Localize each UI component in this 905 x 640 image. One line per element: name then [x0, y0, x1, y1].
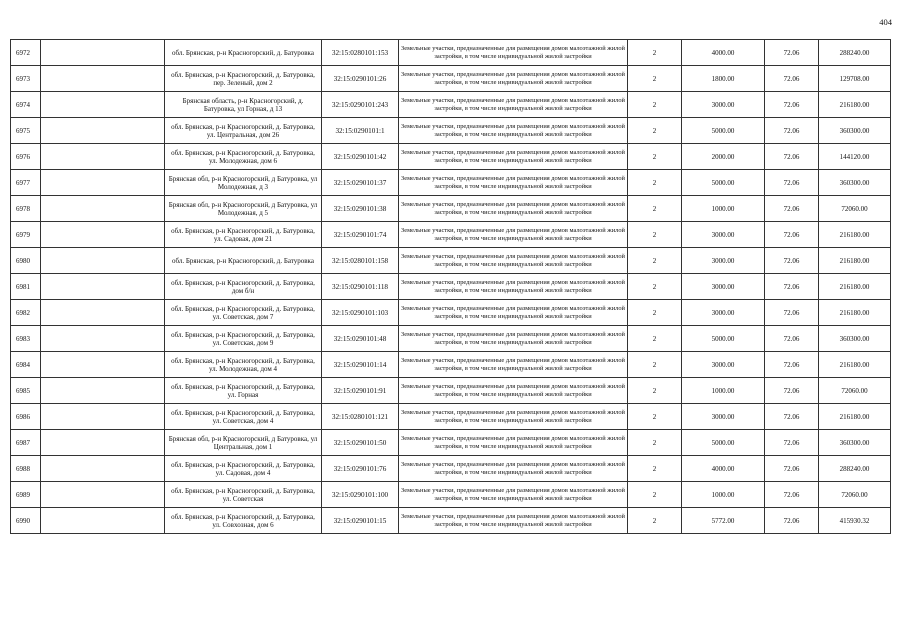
land-use-purpose-cell: Земельные участки, предназначенные для размещения домов малоэтажной жилой застройки, в том числе индивидуальной жилой застройки	[399, 274, 628, 300]
cadastral-value-cell: 216180.00	[819, 404, 891, 430]
cadastral-number-cell: 32:15:0290101:48	[322, 326, 399, 352]
address-cell: обл. Брянская, р-н Красногорский, д. Батуровка	[165, 248, 322, 274]
blank-cell	[41, 352, 165, 378]
specific-value-cell: 72.06	[765, 300, 819, 326]
table-row	[11, 170, 891, 196]
cadastral-value-cell: 72060.00	[819, 378, 891, 404]
address-cell: обл. Брянская, р-н Красногорский, д. Батуровка, дом б/н	[165, 274, 322, 300]
cadastral-number-cell: 32:15:0290101:118	[322, 274, 399, 300]
specific-value-cell: 72.06	[765, 404, 819, 430]
land-use-purpose-cell: Земельные участки, предназначенные для размещения домов малоэтажной жилой застройки, в том числе индивидуальной жилой застройки	[399, 430, 628, 456]
row-number-cell: 6980	[11, 248, 41, 274]
group-number-cell: 2	[628, 144, 682, 170]
area-cell: 3000.00	[682, 404, 765, 430]
cadastral-number-cell: 32:15:0280101:121	[322, 404, 399, 430]
cadastral-value-cell: 360300.00	[819, 170, 891, 196]
area-cell: 1000.00	[682, 378, 765, 404]
land-use-purpose-cell: Земельные участки, предназначенные для размещения домов малоэтажной жилой застройки, в том числе индивидуальной жилой застройки	[399, 508, 628, 534]
blank-cell	[41, 300, 165, 326]
table-row	[11, 482, 891, 508]
row-number-cell: 6982	[11, 300, 41, 326]
land-use-purpose-cell: Земельные участки, предназначенные для размещения домов малоэтажной жилой застройки, в том числе индивидуальной жилой застройки	[399, 170, 628, 196]
table-body	[11, 40, 891, 534]
row-number-cell: 6984	[11, 352, 41, 378]
cadastral-value-cell: 72060.00	[819, 482, 891, 508]
cadastral-number-cell: 32:15:0290101:14	[322, 352, 399, 378]
table-row	[11, 144, 891, 170]
blank-cell	[41, 170, 165, 196]
specific-value-cell: 72.06	[765, 170, 819, 196]
specific-value-cell: 72.06	[765, 66, 819, 92]
blank-cell	[41, 274, 165, 300]
address-cell: обл. Брянская, р-н Красногорский, д. Батуровка, ул. Молодежная, дом 4	[165, 352, 322, 378]
address-cell: обл. Брянская, р-н Красногорский, д. Батуровка, ул. Садовая, дом 4	[165, 456, 322, 482]
group-number-cell: 2	[628, 66, 682, 92]
area-cell: 3000.00	[682, 300, 765, 326]
group-number-cell: 2	[628, 430, 682, 456]
row-number-cell: 6987	[11, 430, 41, 456]
cadastral-value-cell: 216180.00	[819, 92, 891, 118]
cadastral-value-cell: 288240.00	[819, 456, 891, 482]
cadastral-value-cell: 216180.00	[819, 222, 891, 248]
blank-cell	[41, 118, 165, 144]
cadastral-value-cell: 72060.00	[819, 196, 891, 222]
group-number-cell: 2	[628, 40, 682, 66]
cadastral-number-cell: 32:15:0290101:91	[322, 378, 399, 404]
table-row	[11, 300, 891, 326]
cadastral-value-cell: 144120.00	[819, 144, 891, 170]
blank-cell	[41, 378, 165, 404]
specific-value-cell: 72.06	[765, 456, 819, 482]
group-number-cell: 2	[628, 326, 682, 352]
area-cell: 5000.00	[682, 118, 765, 144]
address-cell: обл. Брянская, р-н Красногорский, д. Батуровка	[165, 40, 322, 66]
cadastral-value-cell: 216180.00	[819, 274, 891, 300]
table-row	[11, 404, 891, 430]
land-use-purpose-cell: Земельные участки, предназначенные для размещения домов малоэтажной жилой застройки, в том числе индивидуальной жилой застройки	[399, 456, 628, 482]
area-cell: 4000.00	[682, 40, 765, 66]
row-number-cell: 6990	[11, 508, 41, 534]
group-number-cell: 2	[628, 352, 682, 378]
cadastral-value-cell: 216180.00	[819, 300, 891, 326]
cadastral-number-cell: 32:15:0290101:15	[322, 508, 399, 534]
row-number-cell: 6988	[11, 456, 41, 482]
address-cell: обл. Брянская, р-н Красногорский, д. Батуровка, ул. Советская, дом 7	[165, 300, 322, 326]
row-number-cell: 6989	[11, 482, 41, 508]
group-number-cell: 2	[628, 92, 682, 118]
land-use-purpose-cell: Земельные участки, предназначенные для размещения домов малоэтажной жилой застройки, в том числе индивидуальной жилой застройки	[399, 144, 628, 170]
land-use-purpose-cell: Земельные участки, предназначенные для размещения домов малоэтажной жилой застройки, в том числе индивидуальной жилой застройки	[399, 404, 628, 430]
specific-value-cell: 72.06	[765, 482, 819, 508]
group-number-cell: 2	[628, 248, 682, 274]
address-cell: обл. Брянская, р-н Красногорский, д. Батуровка, пер. Зеленый, дом 2	[165, 66, 322, 92]
cadastral-value-cell: 415930.32	[819, 508, 891, 534]
table-row	[11, 378, 891, 404]
area-cell: 3000.00	[682, 352, 765, 378]
specific-value-cell: 72.06	[765, 144, 819, 170]
land-use-purpose-cell: Земельные участки, предназначенные для размещения домов малоэтажной жилой застройки, в том числе индивидуальной жилой застройки	[399, 248, 628, 274]
cadastral-number-cell: 32:15:0280101:158	[322, 248, 399, 274]
address-cell: обл. Брянская, р-н Красногорский, д. Батуровка, ул. Совхозная, дом 6	[165, 508, 322, 534]
area-cell: 3000.00	[682, 248, 765, 274]
group-number-cell: 2	[628, 300, 682, 326]
group-number-cell: 2	[628, 274, 682, 300]
blank-cell	[41, 482, 165, 508]
area-cell: 3000.00	[682, 222, 765, 248]
blank-cell	[41, 508, 165, 534]
table-row	[11, 118, 891, 144]
land-use-purpose-cell: Земельные участки, предназначенные для размещения домов малоэтажной жилой застройки, в том числе индивидуальной жилой застройки	[399, 378, 628, 404]
specific-value-cell: 72.06	[765, 378, 819, 404]
area-cell: 1800.00	[682, 66, 765, 92]
blank-cell	[41, 248, 165, 274]
land-use-purpose-cell: Земельные участки, предназначенные для размещения домов малоэтажной жилой застройки, в том числе индивидуальной жилой застройки	[399, 118, 628, 144]
area-cell: 4000.00	[682, 456, 765, 482]
row-number-cell: 6979	[11, 222, 41, 248]
row-number-cell: 6974	[11, 92, 41, 118]
cadastral-value-cell: 129708.00	[819, 66, 891, 92]
specific-value-cell: 72.06	[765, 430, 819, 456]
table-row	[11, 326, 891, 352]
area-cell: 2000.00	[682, 144, 765, 170]
cadastral-number-cell: 32:15:0290101:1	[322, 118, 399, 144]
cadastral-value-cell: 360300.00	[819, 430, 891, 456]
blank-cell	[41, 222, 165, 248]
specific-value-cell: 72.06	[765, 118, 819, 144]
group-number-cell: 2	[628, 222, 682, 248]
table-row	[11, 456, 891, 482]
cadastral-number-cell: 32:15:0290101:74	[322, 222, 399, 248]
land-use-purpose-cell: Земельные участки, предназначенные для размещения домов малоэтажной жилой застройки, в том числе индивидуальной жилой застройки	[399, 222, 628, 248]
address-cell: обл. Брянская, р-н Красногорский, д. Батуровка, ул. Советская, дом 9	[165, 326, 322, 352]
cadastral-number-cell: 32:15:0290101:26	[322, 66, 399, 92]
group-number-cell: 2	[628, 170, 682, 196]
area-cell: 1000.00	[682, 482, 765, 508]
group-number-cell: 2	[628, 404, 682, 430]
land-use-purpose-cell: Земельные участки, предназначенные для размещения домов малоэтажной жилой застройки, в том числе индивидуальной жилой застройки	[399, 482, 628, 508]
cadastral-value-cell: 216180.00	[819, 248, 891, 274]
area-cell: 5772.00	[682, 508, 765, 534]
address-cell: Брянская область, р-н Красногорский, д. Батуровка, ул Горная, д 13	[165, 92, 322, 118]
address-cell: обл. Брянская, р-н Красногорский, д. Батуровка, ул. Советская	[165, 482, 322, 508]
specific-value-cell: 72.06	[765, 222, 819, 248]
blank-cell	[41, 66, 165, 92]
blank-cell	[41, 144, 165, 170]
specific-value-cell: 72.06	[765, 352, 819, 378]
land-use-purpose-cell: Земельные участки, предназначенные для размещения домов малоэтажной жилой застройки, в том числе индивидуальной жилой застройки	[399, 352, 628, 378]
table-row	[11, 196, 891, 222]
area-cell: 5000.00	[682, 430, 765, 456]
blank-cell	[41, 92, 165, 118]
land-use-purpose-cell: Земельные участки, предназначенные для размещения домов малоэтажной жилой застройки, в том числе индивидуальной жилой застройки	[399, 66, 628, 92]
group-number-cell: 2	[628, 508, 682, 534]
cadastral-number-cell: 32:15:0290101:37	[322, 170, 399, 196]
cadastral-number-cell: 32:15:0290101:42	[322, 144, 399, 170]
table-row	[11, 40, 891, 66]
cadastral-number-cell: 32:15:0290101:243	[322, 92, 399, 118]
table-row	[11, 352, 891, 378]
land-use-purpose-cell: Земельные участки, предназначенные для размещения домов малоэтажной жилой застройки, в том числе индивидуальной жилой застройки	[399, 326, 628, 352]
cadastral-value-cell: 288240.00	[819, 40, 891, 66]
area-cell: 5000.00	[682, 170, 765, 196]
table-row	[11, 92, 891, 118]
table-row	[11, 274, 891, 300]
address-cell: Брянская обл, р-н Красногорский, д Батуровка, ул Молодежная, д 5	[165, 196, 322, 222]
blank-cell	[41, 430, 165, 456]
specific-value-cell: 72.06	[765, 196, 819, 222]
specific-value-cell: 72.06	[765, 40, 819, 66]
address-cell: обл. Брянская, р-н Красногорский, д. Батуровка, ул. Советская, дом 4	[165, 404, 322, 430]
specific-value-cell: 72.06	[765, 326, 819, 352]
cadastral-number-cell: 32:15:0290101:38	[322, 196, 399, 222]
land-use-purpose-cell: Земельные участки, предназначенные для размещения домов малоэтажной жилой застройки, в том числе индивидуальной жилой застройки	[399, 196, 628, 222]
group-number-cell: 2	[628, 378, 682, 404]
page-number: 404	[879, 17, 892, 27]
area-cell: 3000.00	[682, 92, 765, 118]
address-cell: обл. Брянская, р-н Красногорский, д. Батуровка, ул. Молодежная, дом 6	[165, 144, 322, 170]
cadastral-number-cell: 32:15:0290101:103	[322, 300, 399, 326]
group-number-cell: 2	[628, 118, 682, 144]
row-number-cell: 6977	[11, 170, 41, 196]
table-row	[11, 430, 891, 456]
row-number-cell: 6981	[11, 274, 41, 300]
address-cell: Брянская обл, р-н Красногорский, д Батуровка, ул Центральная, дом 1	[165, 430, 322, 456]
cadastral-value-cell: 360300.00	[819, 326, 891, 352]
land-use-purpose-cell: Земельные участки, предназначенные для размещения домов малоэтажной жилой застройки, в том числе индивидуальной жилой застройки	[399, 300, 628, 326]
row-number-cell: 6983	[11, 326, 41, 352]
row-number-cell: 6976	[11, 144, 41, 170]
address-cell: обл. Брянская, р-н Красногорский, д. Батуровка, ул. Садовая, дом 21	[165, 222, 322, 248]
land-registry-table	[10, 39, 891, 534]
blank-cell	[41, 404, 165, 430]
land-use-purpose-cell: Земельные участки, предназначенные для размещения домов малоэтажной жилой застройки, в том числе индивидуальной жилой застройки	[399, 92, 628, 118]
table-row	[11, 248, 891, 274]
row-number-cell: 6972	[11, 40, 41, 66]
area-cell: 5000.00	[682, 326, 765, 352]
table-row	[11, 508, 891, 534]
area-cell: 1000.00	[682, 196, 765, 222]
group-number-cell: 2	[628, 482, 682, 508]
row-number-cell: 6985	[11, 378, 41, 404]
blank-cell	[41, 196, 165, 222]
specific-value-cell: 72.06	[765, 248, 819, 274]
blank-cell	[41, 326, 165, 352]
specific-value-cell: 72.06	[765, 92, 819, 118]
area-cell: 3000.00	[682, 274, 765, 300]
blank-cell	[41, 456, 165, 482]
row-number-cell: 6978	[11, 196, 41, 222]
table-row	[11, 66, 891, 92]
blank-cell	[41, 40, 165, 66]
address-cell: обл. Брянская, р-н Красногорский, д. Батуровка, ул. Горная	[165, 378, 322, 404]
cadastral-value-cell: 216180.00	[819, 352, 891, 378]
cadastral-number-cell: 32:15:0290101:100	[322, 482, 399, 508]
specific-value-cell: 72.06	[765, 274, 819, 300]
address-cell: Брянская обл, р-н Красногорский, д Батуровка, ул Молодежная, д 3	[165, 170, 322, 196]
row-number-cell: 6975	[11, 118, 41, 144]
specific-value-cell: 72.06	[765, 508, 819, 534]
cadastral-number-cell: 32:15:0290101:76	[322, 456, 399, 482]
land-use-purpose-cell: Земельные участки, предназначенные для размещения домов малоэтажной жилой застройки, в том числе индивидуальной жилой застройки	[399, 40, 628, 66]
cadastral-number-cell: 32:15:0290101:50	[322, 430, 399, 456]
row-number-cell: 6986	[11, 404, 41, 430]
cadastral-value-cell: 360300.00	[819, 118, 891, 144]
table-row	[11, 222, 891, 248]
group-number-cell: 2	[628, 196, 682, 222]
address-cell: обл. Брянская, р-н Красногорский, д. Батуровка, ул. Центральная, дом 26	[165, 118, 322, 144]
cadastral-number-cell: 32:15:0280101:153	[322, 40, 399, 66]
row-number-cell: 6973	[11, 66, 41, 92]
group-number-cell: 2	[628, 456, 682, 482]
